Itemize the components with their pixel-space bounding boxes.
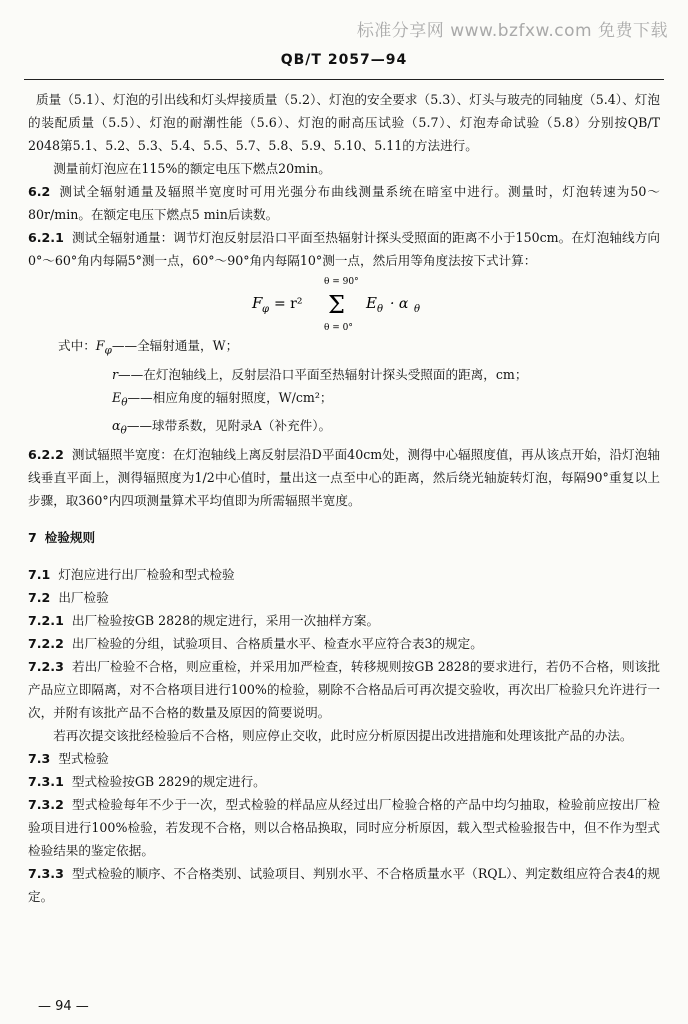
- standard-number-header: QB/T 2057—94: [280, 52, 408, 68]
- formula-term: E: [366, 294, 377, 312]
- section-7-heading: 7 检验规则: [28, 529, 96, 545]
- formula-lhs: F: [252, 294, 263, 312]
- clause-7-2-3-continued: 若再次提交该批经检验后不合格，则应停止交收，此时应分析原因提出改进措施和处理该批产品的办法。: [53, 727, 633, 743]
- clause-7-2-1: 7.2.1 出厂检验按GB 2828的规定进行，采用一次抽样方案。: [28, 612, 380, 628]
- formula-legend: [28, 334, 660, 443]
- clause-6-2-2: 6.2.2 测试辐照半宽度：在灯泡轴线上离反射层沿D平面40cm处，测得中心辐照度值，再从该点开始，沿灯泡轴线垂直平面上，测得辐照度为1/2中心值时，量出这一点至中心的距离，然后绕光轴旋转灯泡，每隔90°重复以上步骤，取360°内四项测量算术平均值即为所需辐照半宽度。: [28, 446, 660, 508]
- clause-7-3-3: 7.3.3 型式检验的顺序、不合格类别、试验项目、判别水平、不合格质量水平（RQL）、判定数组应符合表4的规定。: [28, 865, 660, 904]
- clause-7-3-1: 7.3.1 型式检验按GB 2829的规定进行。: [28, 773, 266, 789]
- formula-lower-limit: θ = 0°: [324, 323, 353, 333]
- watermark: 标准分享网 www.bzfxw.com 免费下载: [356, 21, 668, 41]
- legend-row-zone-coefficient: $\alpha_\theta——$球带系数，见附录A（补充件）。: [112, 418, 332, 437]
- clause-7-1: 7.1 灯泡应进行出厂检验和型式检验: [28, 566, 235, 582]
- clause-7-3: 7.3 型式检验: [28, 750, 109, 766]
- formula-term-sub: θ: [377, 304, 384, 315]
- radiant-flux-formula: [28, 272, 660, 334]
- formula-mul-sub: θ: [414, 304, 421, 315]
- clause-7-2: 7.2 出厂检验: [28, 589, 109, 605]
- legend-row-flux: 式中：$F_\varphi——$全辐射通量，W；: [58, 338, 239, 357]
- clause-7-2-2: 7.2.2 出厂检验的分组，试验项目、合格质量水平、检查水平应符合表3的规定。: [28, 635, 483, 651]
- clause-6-2: 6.2 测试全辐射通量及辐照半宽度时可用光强分布曲线测量系统在暗室中进行。测量时，灯泡转速为50～80r/min。在额定电压下燃点5 min后读数。: [28, 184, 660, 222]
- formula-upper-limit: θ = 90°: [324, 277, 359, 287]
- formula-lhs-sub: φ: [262, 304, 270, 315]
- header-rule: [24, 79, 664, 80]
- clause-7-2-3: 7.2.3 若出厂检验不合格，则应重检，并采用加严检查，转移规则按GB 2828的要求进行，若仍不合格，则该批产品应立即隔离，对不合格项目进行100%的检验，剔除不合格品后可再次提交验收，再次出厂检验只允许进行一次，并附有该批产品不合格的数量及原因的简要说明。: [28, 658, 660, 720]
- paragraph-preburn: 测量前灯泡应在115%的额定电压下燃点20min。: [53, 161, 331, 176]
- paragraph-5-continued: 质量（5.1）、灯泡的引出线和灯头焊接质量（5.2）、灯泡的安全要求（5.3）、灯头与玻壳的同轴度（5.4）、灯泡的装配质量（5.5）、灯泡的耐潮性能（5.6）、灯泡的耐高压试验（5.7）、灯泡寿命试验（5.8）分别按QB/T 2048第5.1、5.2、5.3、5.4、5.5、5.7、5.8、5.9、5.10、5.11的方法进行。: [28, 92, 660, 153]
- document-body: [28, 88, 660, 908]
- legend-row-irradiance: $E_\theta——$相应角度的辐射照度，W/cm²；: [112, 389, 333, 409]
- clause-7-3-2: 7.3.2 型式检验每年不少于一次，型式检验的样品应从经过出厂检验合格的产品中均匀抽取，检验前应按出厂检验项目进行100%检验，若发现不合格，则以合格品换取，同时应分析原因，载入型式检验报告中，但不作为型式检验结果的鉴定依据。: [28, 796, 660, 858]
- formula-eq: = r²: [274, 296, 303, 312]
- formula-sigma: Σ: [328, 291, 345, 319]
- page-number: — 94 —: [38, 999, 89, 1014]
- legend-row-distance: r——在灯泡轴线上，反射层沿口平面至热辐射计探头受照面的距离，cm；: [112, 366, 528, 382]
- clause-6-2-1: 6.2.1 测试全辐射通量：调节灯泡反射层沿口平面至热辐射计探头受照面的距离不小于150cm。在灯泡轴线方向0°～60°角内每隔5°测一点，60°～90°角内每隔10°测一点，然后用等角度法按下式计算：: [28, 230, 660, 268]
- formula-mul: · α: [390, 296, 409, 312]
